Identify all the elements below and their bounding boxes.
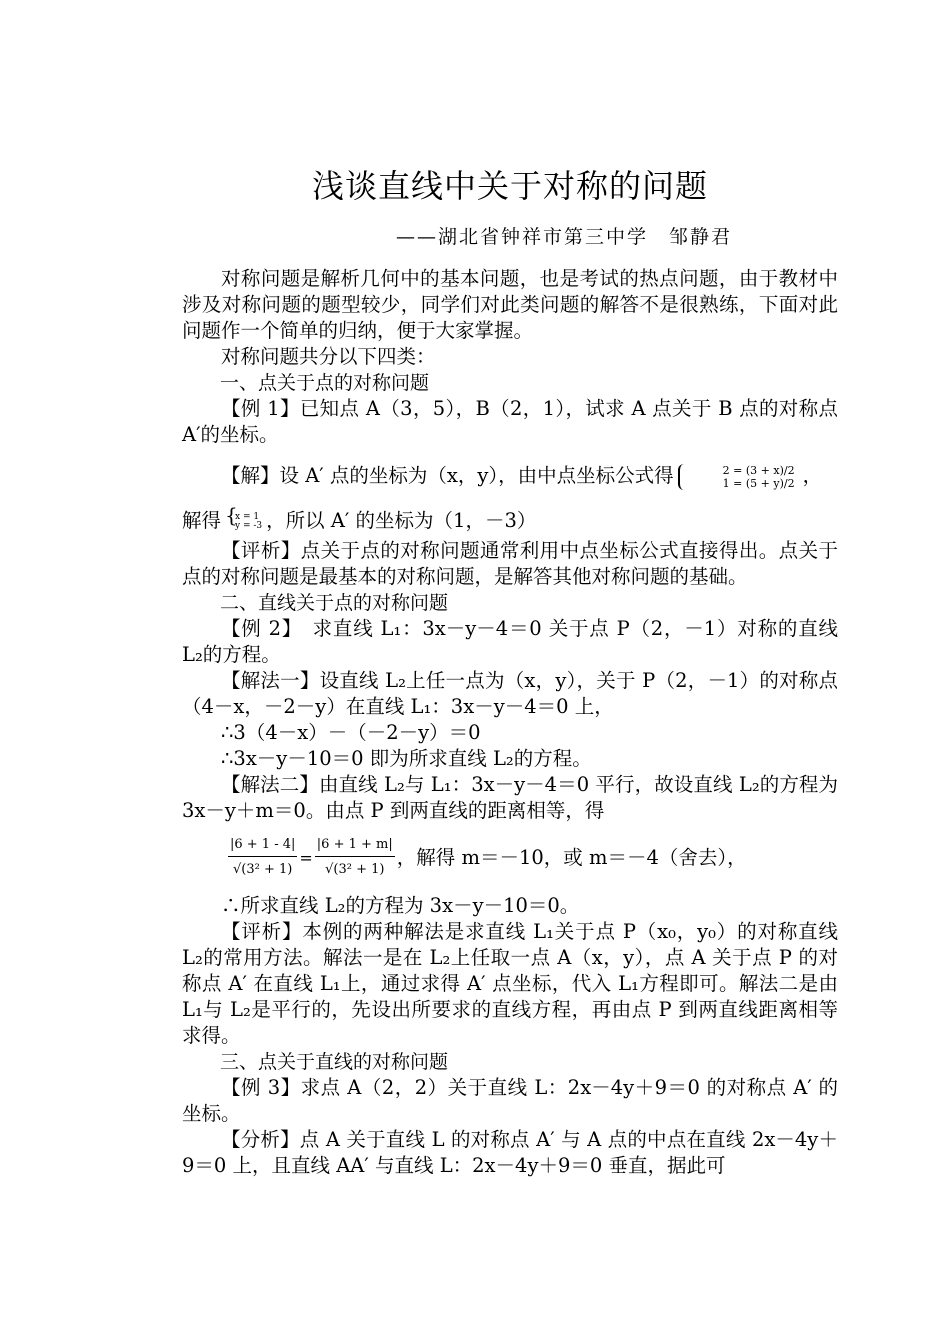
solved-prefix: 解得 (182, 509, 222, 532)
document-page (182, 160, 838, 1179)
example-2: 【例 2】 求直线 L₁：3x－y－4＝0 关于点 P（2，－1）对称的直线 L₂的方程。 (182, 617, 838, 666)
solved-y: y = -3 (235, 520, 263, 531)
method-2: 【解法二】由直线 L₂与 L₁：3x－y－4＝0 平行，故设直线 L₂的方程为 3x－y＋m＝0。由点 P 到两直线的距离相等，得 (182, 773, 838, 822)
article-title: 浅谈直线中关于对称的问题 (311, 167, 708, 205)
example-3: 【例 3】求点 A（2，2）关于直线 L：2x－4y＋9＝0 的对称点 A′ 的坐标。 (182, 1075, 838, 1125)
section-2-heading: 二、直线关于点的对称问题 (220, 592, 449, 614)
distance-result: ，解得 m＝－10，或 m＝－4（舍去）， (396, 846, 747, 869)
section-1-heading: 一、点关于点的对称问题 (220, 372, 430, 394)
author-byline: ——湖北省钟祥市第三中学 邹静君 (395, 226, 732, 248)
conclusion-2: ∴所求直线 L₂的方程为 3x－y－10＝0。 (221, 893, 580, 917)
distance-fraction-right (315, 834, 395, 883)
solution-1-comma: ， (802, 464, 823, 487)
equals-sign: = (299, 848, 313, 868)
analysis-3: 【分析】点 A 关于直线 L 的对称点 A′ 与 A 点的中点在直线 2x－4y＋9＝0 上，且直线 AA′ 与直线 L：2x－4y＋9＝0 垂直，据此可 (182, 1127, 838, 1177)
solved-suffix: ，所以 A′ 的坐标为（1，－3） (266, 509, 537, 532)
solution-1-text: 【解】设 A′ 点的坐标为（x，y），由中点坐标公式得 (221, 464, 674, 487)
fraction-left-numerator: |6 + 1 - 4| (228, 834, 297, 857)
solved-x: { x = 1 (235, 511, 260, 522)
fraction-right-numerator: |6 + 1 + m| (315, 834, 395, 857)
intro-paragraph: 对称问题是解析几何中的基本问题，也是考试的热点问题，由于教材中涉及对称问题的题型较少，同学们对此类问题的解答不是很熟练，下面对此问题作一个简单的归纳，便于大家掌握。 (182, 267, 838, 342)
intro-categories: 对称问题共分以下四类： (221, 345, 436, 368)
distance-fraction-left (228, 834, 297, 883)
comment-1: 【评析】点关于点的对称问题通常利用中点坐标公式直接得出。点关于点的对称问题是最基本的对称问题，是解答其他对称问题的基础。 (182, 539, 838, 588)
fraction-right-denominator: √(3² + 1) (325, 862, 385, 877)
solved-line (182, 504, 838, 538)
section-3-heading: 三、点关于直线的对称问题 (220, 1050, 449, 1073)
example-1: 【例 1】已知点 A（3，5），B（2，1），试求 A 点关于 B 点的对称点 A′的坐标。 (182, 397, 838, 446)
comment-2: 【评析】本例的两种解法是求直线 L₁关于点 P（x₀，y₀）的对称直线 L₂的常用方法。解法一是在 L₂上任取一点 A（x，y），点 A 关于点 P 的对称点 A′ 在直线 L₁上，通过求得 A′ 点坐标，代入 L₁方程即可。解法二是由 L₁与 L₂是平行的，先设出所要求的直线方程，再由点 P 到两直线距离相等求得。 (182, 919, 838, 1047)
solution-1 (182, 448, 838, 504)
solved-system (225, 513, 262, 531)
midpoint-equation-system (678, 464, 799, 490)
system-line-1: 2 = (3 + x)/2 (722, 463, 795, 477)
method-1-step-2: ∴3x－y－10＝0 即为所求直线 L₂的方程。 (221, 747, 592, 770)
method-1-step-1: ∴3（4－x）－（－2－y）＝0 (221, 721, 481, 744)
method-1: 【解法一】设直线 L₂上任一点为（x，y），关于 P（2，－1）的对称点（4－x，－2－y）在直线 L₁：3x－y－4＝0 上， (182, 669, 838, 718)
fraction-left-denominator: √(3² + 1) (233, 862, 293, 877)
system-line-2: 1 = (5 + y)/2 (722, 476, 795, 490)
distance-equation (182, 824, 838, 893)
